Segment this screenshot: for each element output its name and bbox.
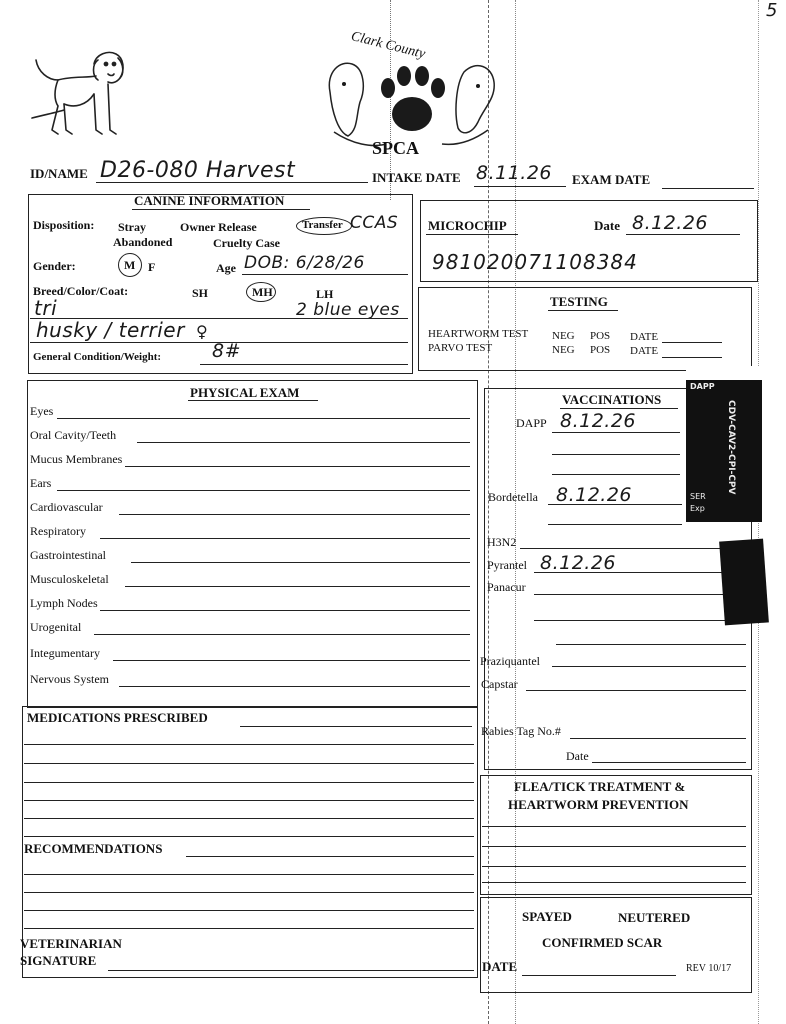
id-name-value: D26-080 Harvest — [100, 158, 296, 183]
physical-exam-title: PHYSICAL EXAM — [190, 385, 300, 400]
heartworm-date-label: DATE — [630, 331, 659, 343]
physical-exam-line[interactable] — [57, 418, 470, 419]
dapp-vaccine-sticker — [686, 366, 762, 522]
physical-exam-line[interactable] — [125, 586, 470, 587]
physical-exam-line[interactable] — [100, 538, 470, 539]
intake-date-label: INTAKE DATE — [372, 170, 461, 185]
flea-tick-title-line2: HEARTWORM PREVENTION — [508, 797, 689, 812]
coat-mh: MH — [252, 285, 273, 299]
physical-exam-item: Mucus Membranes — [30, 452, 123, 466]
gender-f: F — [148, 260, 156, 274]
heartworm-label: HEARTWORM TEST — [428, 328, 529, 340]
microchip-date-value: 8.12.26 — [632, 212, 709, 234]
heartworm-neg: NEG — [552, 330, 575, 342]
physical-exam-item: Urogenital — [30, 620, 82, 634]
general-condition-value: 8# — [212, 340, 242, 362]
coat-lh: LH — [316, 287, 334, 301]
breed-sex: ♀ — [196, 322, 209, 341]
option-owner-release: Owner Release — [180, 220, 257, 234]
rev-label: REV 10/17 — [686, 963, 732, 974]
general-condition-label: General Condition/Weight: — [33, 351, 162, 363]
disposition-label: Disposition: — [33, 218, 95, 232]
pyrantel-sticker — [719, 539, 769, 626]
physical-exam-item: Gastrointestinal — [30, 548, 106, 562]
physical-exam-line[interactable] — [125, 466, 470, 467]
option-abandoned: Abandoned — [113, 235, 173, 249]
physical-exam-line[interactable] — [100, 610, 470, 611]
veterinarian-label: VETERINARIAN — [20, 936, 122, 951]
heartworm-pos: POS — [590, 330, 611, 342]
physical-exam-line[interactable] — [137, 442, 470, 443]
physical-exam-item: Musculoskeletal — [30, 572, 109, 586]
physical-exam-item: Respiratory — [30, 524, 86, 538]
option-transfer: Transfer — [302, 219, 343, 231]
gender-label: Gender: — [33, 259, 76, 273]
rabies-date-label: Date — [566, 749, 589, 763]
pyrantel-label: Pyrantel — [487, 558, 527, 572]
microchip-date-label: Date — [594, 218, 620, 233]
physical-exam-item: Ears — [30, 476, 52, 490]
physical-exam-item: Oral Cavity/Teeth — [30, 428, 117, 442]
option-stray: Stray — [118, 220, 146, 234]
pyrantel-date: 8.12.26 — [540, 552, 617, 574]
flea-tick-title-line1: FLEA/TICK TREATMENT & — [514, 779, 686, 794]
parvo-date-label: DATE — [630, 345, 659, 357]
canine-information-title: CANINE INFORMATION — [134, 193, 285, 208]
eyes-note: 2 blue eyes — [296, 300, 400, 320]
physical-exam-item: Cardiovascular — [30, 500, 103, 514]
physical-exam-item: Nervous System — [30, 672, 109, 686]
signature-label: SIGNATURE — [20, 953, 97, 968]
physical-exam-item: Lymph Nodes — [30, 596, 98, 610]
exam-date-label: EXAM DATE — [572, 172, 651, 187]
id-name-label: ID/NAME — [30, 166, 88, 181]
physical-exam-line[interactable] — [119, 686, 470, 687]
spayed-label: SPAYED — [522, 909, 572, 924]
page-number: 5 — [766, 0, 778, 21]
logo-text-spca: SPCA — [372, 138, 420, 158]
physical-exam-line[interactable] — [119, 514, 470, 515]
microchip-number: 981020071108384 — [432, 250, 638, 274]
intake-date-value: 8.11.26 — [476, 162, 553, 184]
sticker-dapp-text: CDV-CAV2-CPI-CPV — [726, 400, 736, 495]
breed-label: Breed/Color/Coat: — [33, 284, 129, 298]
physical-exam-line[interactable] — [131, 562, 470, 563]
dapp-label: DAPP — [516, 416, 547, 430]
physical-exam-item: Eyes — [30, 404, 54, 418]
neutered-label: NEUTERED — [618, 910, 691, 925]
breed-line-1: tri — [34, 296, 58, 320]
recommendations-title: RECOMMENDATIONS — [24, 841, 163, 856]
option-cruelty-case: Cruelty Case — [213, 236, 280, 250]
transfer-note: CCAS — [350, 213, 399, 233]
bordetella-label: Bordetella — [488, 490, 538, 504]
logo-text-clark-county: Clark County — [349, 29, 427, 62]
dapp-date: 8.12.26 — [560, 410, 637, 432]
confirmed-scar-label: CONFIRMED SCAR — [542, 935, 663, 950]
age-label: Age — [216, 261, 236, 275]
h3n2-label: H3N2 — [487, 535, 517, 549]
physical-exam-line[interactable] — [113, 660, 470, 661]
sticker-ser-label: SER — [690, 492, 706, 501]
physical-exam-item: Integumentary — [30, 646, 100, 660]
medications-title: MEDICATIONS PRESCRIBED — [27, 710, 208, 725]
sticker-exp-label: Exp — [690, 504, 705, 513]
age-value: DOB: 6/28/26 — [244, 253, 365, 273]
testing-title: TESTING — [550, 294, 608, 309]
coat-sh: SH — [192, 286, 209, 300]
vaccinations-title: VACCINATIONS — [562, 392, 662, 407]
spay-date-label: DATE — [482, 959, 518, 974]
praziquantel-label: Praziquantel — [480, 654, 540, 668]
breed-line-2: husky / terrier — [36, 318, 185, 342]
bordetella-date: 8.12.26 — [556, 484, 633, 506]
spca-logo — [312, 29, 512, 162]
rabies-tag-label: Rabies Tag No.# — [481, 724, 561, 738]
physical-exam-line[interactable] — [57, 490, 470, 491]
microchip-label: MICROCHIP — [428, 218, 507, 233]
dog-illustration — [28, 46, 132, 146]
gender-m: M — [124, 258, 136, 272]
parvo-label: PARVO TEST — [428, 342, 493, 354]
sticker-dapp-tag: DAPP — [690, 382, 715, 391]
panacur-label: Panacur — [487, 580, 526, 594]
parvo-neg: NEG — [552, 344, 575, 356]
physical-exam-line[interactable] — [94, 634, 470, 635]
capstar-label: Capstar — [481, 677, 518, 691]
parvo-pos: POS — [590, 344, 611, 356]
